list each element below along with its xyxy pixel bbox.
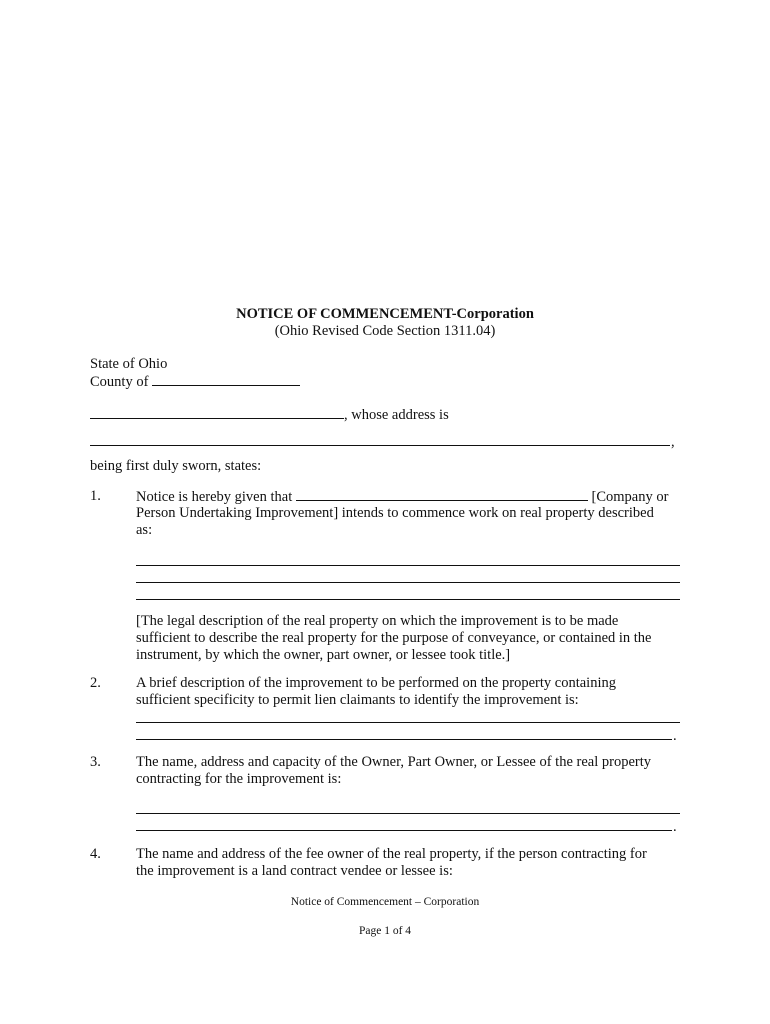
item-2-line-2: sufficient specificity to permit lien claimants to identify the improvement is: [136, 692, 579, 708]
legal-description-blank-3[interactable] [136, 599, 680, 600]
improvement-blank-1[interactable] [136, 722, 680, 723]
item-1-line-3: as: [136, 522, 153, 538]
item-4-line-1: The name and address of the fee owner of the real property, if the person contracting for [136, 846, 647, 862]
item-3-line-1: The name, address and capacity of the Owner, Part Owner, or Lessee of the real property [136, 754, 651, 770]
affiant-name-blank[interactable] [90, 406, 344, 419]
affiant-address-blank[interactable] [90, 445, 670, 446]
legal-description-blank-2[interactable] [136, 582, 680, 583]
item-1-line-2: Person Undertaking Improvement] intends to commence work on real property described [136, 505, 654, 521]
footer-document-name: Notice of Commencement – Corporation [290, 896, 480, 908]
item-2-number: 2. [90, 675, 101, 691]
owner-blank-2[interactable] [136, 830, 672, 831]
county-blank[interactable] [152, 373, 300, 386]
document-subtitle: (Ohio Revised Code Section 1311.04) [274, 323, 496, 339]
item-1-note-1: [The legal description of the real property on which the improvement is to be made [136, 613, 619, 629]
county-line [90, 373, 300, 390]
item-4-number: 4. [90, 846, 101, 862]
footer-page-number: Page 1 of 4 [358, 925, 412, 937]
item-1-number: 1. [90, 488, 101, 504]
item-1-note-3: instrument, by which the owner, part owner, or lessee took title.] [136, 647, 511, 663]
legal-description-blank-1[interactable] [136, 565, 680, 566]
item-1-given-text: Notice is hereby given that [136, 489, 293, 505]
item-3-number: 3. [90, 754, 101, 770]
item-2-period: . [673, 728, 677, 744]
improvement-blank-2[interactable] [136, 739, 672, 740]
item-4-line-2: the improvement is a land contract vendee or lessee is: [136, 863, 453, 879]
item-3-period: . [673, 819, 677, 835]
item-1-line-1 [136, 488, 668, 505]
document-title: NOTICE OF COMMENCEMENT-Corporation [236, 306, 534, 322]
whose-address-text: , whose address is [344, 407, 449, 423]
county-label: County of [90, 374, 149, 390]
state-line: State of Ohio [90, 356, 168, 372]
sworn-statement: being first duly sworn, states: [90, 458, 262, 474]
item-1-company-text: [Company or [591, 489, 669, 505]
owner-blank-1[interactable] [136, 813, 680, 814]
item-1-note-2: sufficient to describe the real property for the purpose of conveyance, or contained in the [136, 630, 652, 646]
item-3-line-2: contracting for the improvement is: [136, 771, 342, 787]
affiant-line [90, 406, 449, 423]
company-blank[interactable] [296, 488, 588, 501]
address-comma: , [671, 434, 675, 450]
item-2-line-1: A brief description of the improvement to be performed on the property containing [136, 675, 616, 691]
